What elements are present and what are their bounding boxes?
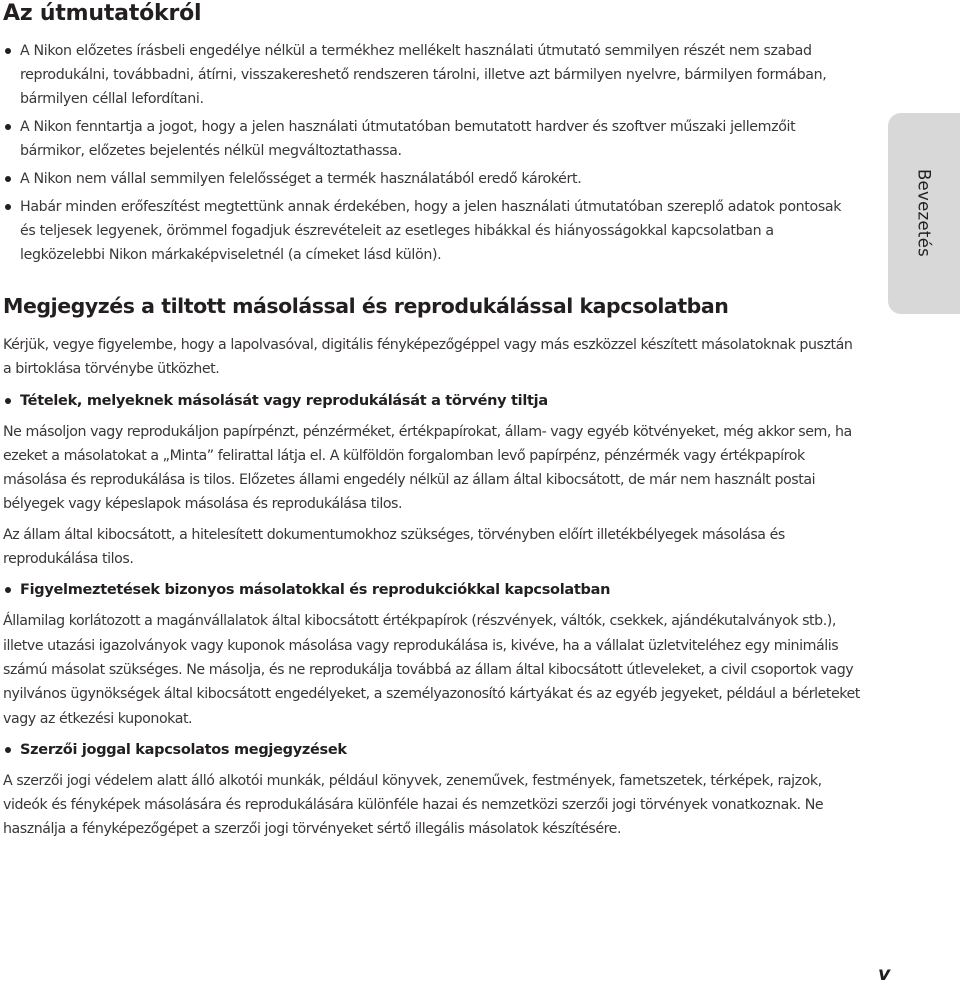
about-bullet-liability: A Nikon nem vállal semmilyen felelősséget a termék használatából eredő károkért. [3, 167, 855, 191]
note-body [3, 333, 863, 848]
about-bullet-copy-restriction: A Nikon előzetes írásbeli engedélye nélkül a termékhez mellékelt használati útmutató semmilyen részét nem szabad reprodukálni, továbbadni, átírni, visszakereshető rendszeren tárolni, illetve azt bármilyen nyelvre, bármilyen formában, bármilyen céllal lefordítani. [3, 39, 855, 111]
section-title: Az útmutatókról [3, 1, 202, 26]
about-bullet-feedback: Habár minden erőfeszítést megtettünk annak érdekében, hogy a jelen használati útmutatóban szereplő adatok pontosak és teljesek legyenek, örömmel fogadjuk észrevételeit az esetleges hibákkal és hiányosságokkal kapcsolatban a legközelebbi Nikon márkaképviseletnél (a címeket lásd külön). [3, 195, 855, 267]
page-number: v [878, 963, 891, 985]
chapter-side-tab-label: Bevezetés [914, 168, 934, 258]
prohibited-paragraph-1: Ne másoljon vagy reprodukáljon papírpénzt, pénzérméket, értékpapírokat, állam- vagy egyéb kötvényeket, még akkor sem, ha ezeket a másolatokat a „Minta” felirattal látja el. A külföldön forgalomban levő papírpénz, pénzérmék vagy értékpapírok másolása és reprodukálása is tilos. Előzetes állami engedély nélkül az állam által kibocsátott, de már nem használt postai bélyegek vagy képeslapok másolása és reprodukálása tilos. [3, 423, 852, 513]
warnings-paragraph: Államilag korlátozott a magánvállalatok által kibocsátott értékpapírok (részvények, váltók, csekkek, ajándékutalványok stb.), illetve utazási igazolványok vagy kuponok másolása vagy reprodukálása is, kivéve, ha a vállalat üzletviteléhez egy minimális számú másolat szükséges. Ne másolja, és ne reprodukálja továbbá az állam által kibocsátott útleveleket, a civil csoportok vagy nyilvános ügynökségek által kibocsátott engedélyeket, a személyazonosító kártyákat és az egyéb jegyeket, például a bérleteket vagy az étkezési kuponokat. [3, 613, 860, 727]
note-intro: Kérjük, vegye figyelembe, hogy a lapolvasóval, digitális fényképezőgéppel vagy más eszközzel készített másolatoknak pusztán a birtoklása törvénybe ütközhet. [3, 337, 853, 378]
chapter-side-tab [888, 113, 960, 314]
copyright-heading: Szerzői joggal kapcsolatos megjegyzések [3, 737, 863, 763]
prohibited-paragraph-2: Az állam által kibocsátott, a hitelesített dokumentumokhoz szükséges, törvényben előírt illetékbélyegek másolása és reprodukálása tilos. [3, 526, 785, 568]
about-bullet-list [3, 39, 855, 271]
prohibited-items-heading: Tételek, melyeknek másolását vagy reprodukálását a törvény tiltja [3, 388, 863, 414]
about-bullet-spec-change: A Nikon fenntartja a jogot, hogy a jelen használati útmutatóban bemutatott hardver és szoftver műszaki jellemzőit bármikor, előzetes bejelentés nélkül megváltoztathassa. [3, 115, 855, 163]
warnings-heading: Figyelmeztetések bizonyos másolatokkal és reprodukciókkal kapcsolatban [3, 577, 863, 603]
copyright-paragraph: A szerzői jogi védelem alatt álló alkotói munkák, például könyvek, zeneművek, festmények, fametszetek, térképek, rajzok, videók és fényképek másolására és reprodukálására különféle hazai és nemzetközi szerzői jogi törvények vonatkoznak. Ne használja a fényképezőgépet a szerzői jogi törvényeket sértő illegális másolatok készítésére. [3, 772, 824, 838]
note-title: Megjegyzés a tiltott másolással és reprodukálással kapcsolatban [3, 294, 729, 318]
